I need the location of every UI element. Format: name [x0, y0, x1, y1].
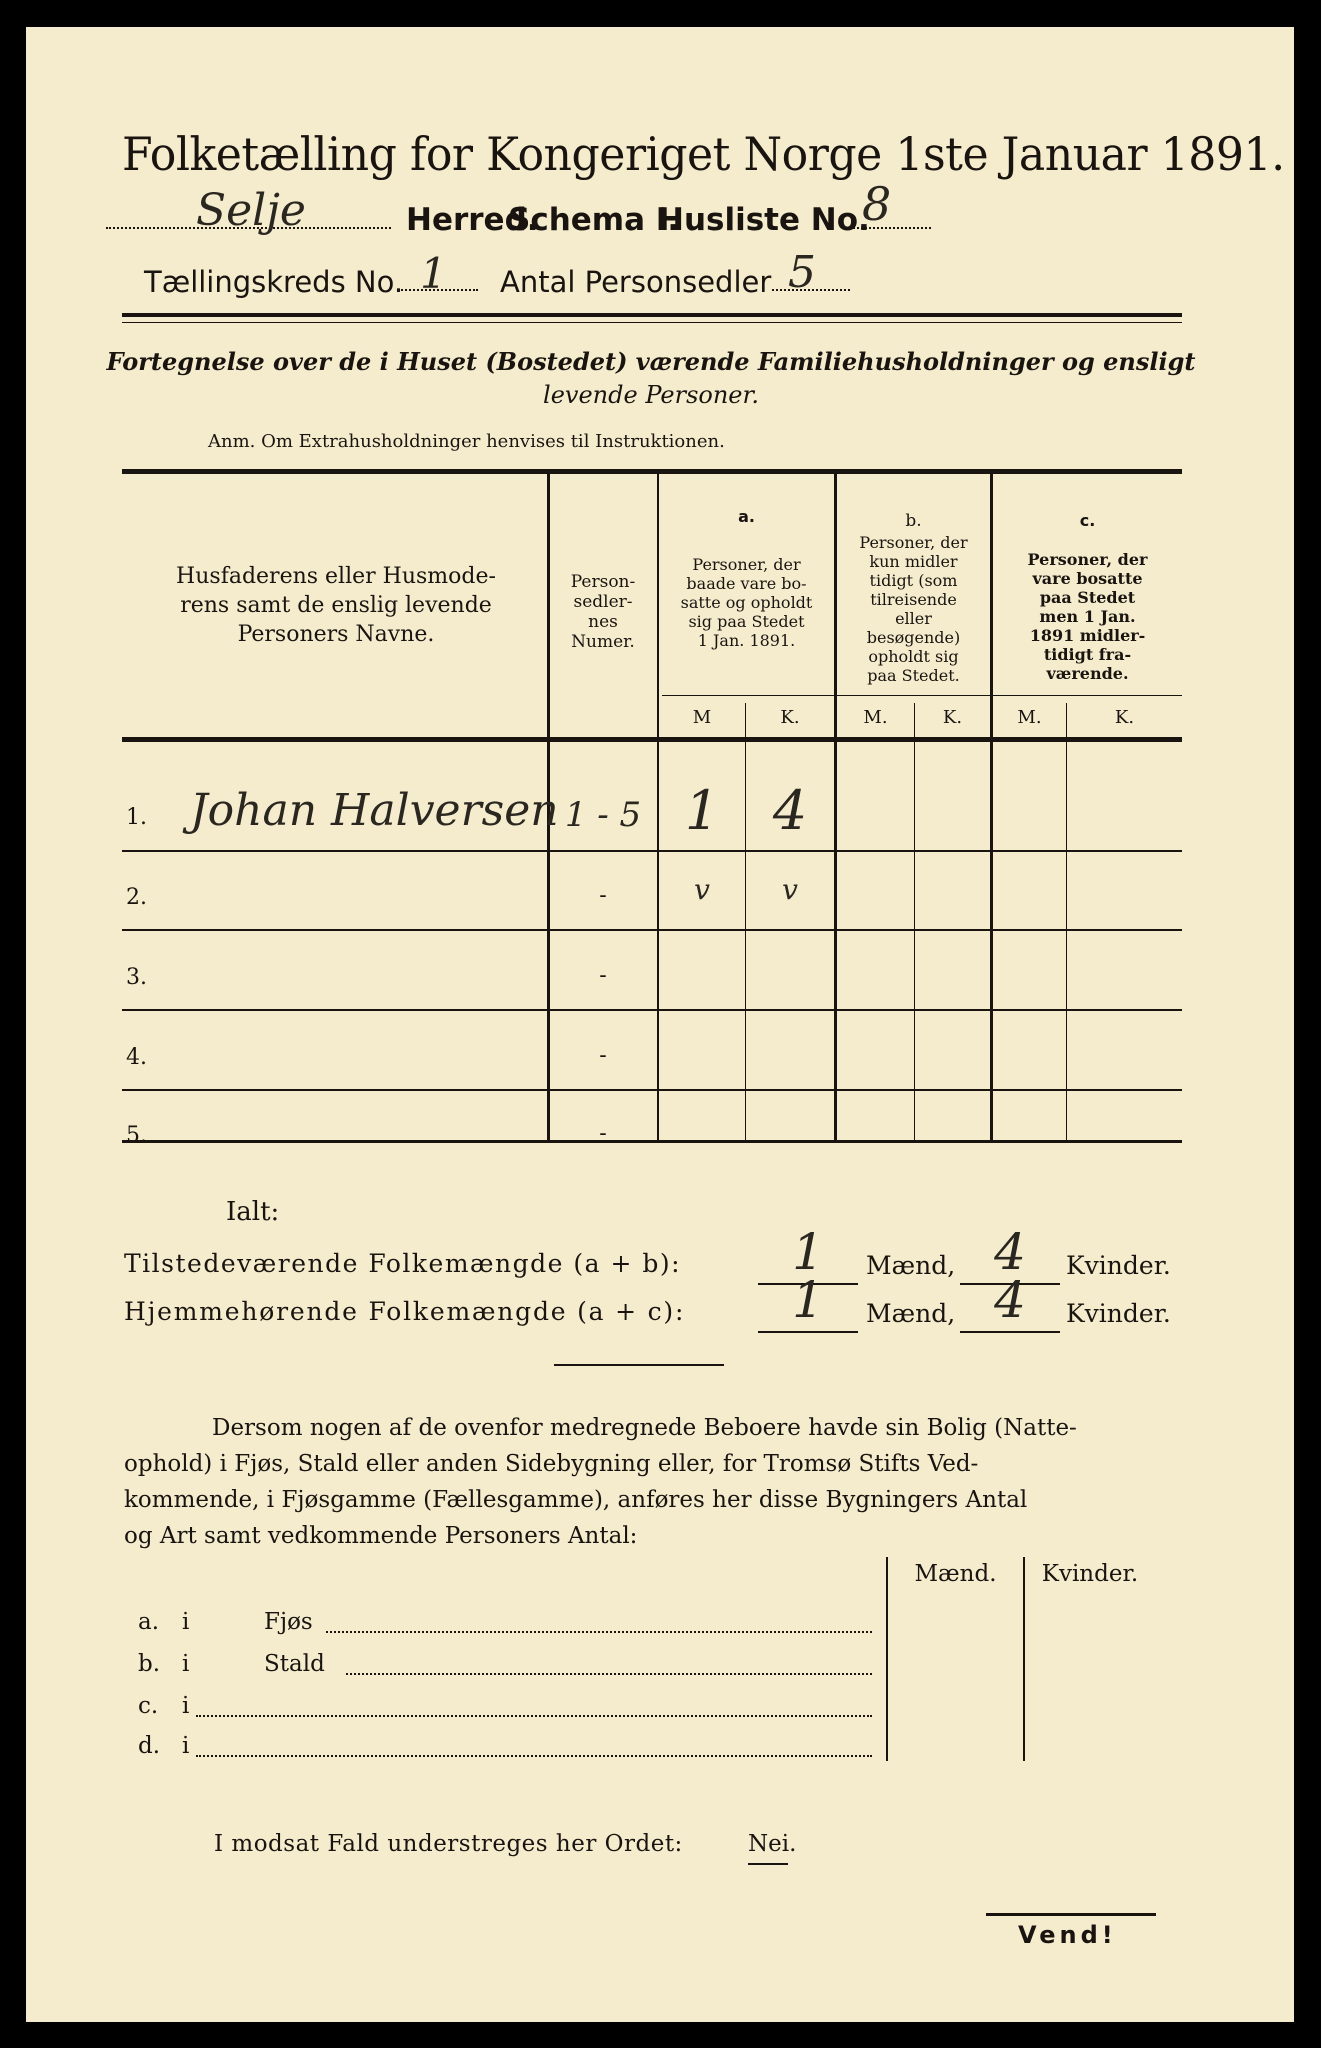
building-a-dots — [326, 1631, 872, 1633]
buildings-col-line-1 — [886, 1557, 888, 1761]
schema-label: Schema I. — [508, 202, 680, 238]
col-header-numer: Person- sedler- nes Numer. — [570, 572, 636, 652]
tilstede-maend-label: Mænd, — [866, 1251, 956, 1280]
row-5-numer: - — [599, 1121, 607, 1146]
a-m-label: M — [692, 707, 712, 728]
buildings-col-maend: Mænd. — [914, 1561, 997, 1587]
row-2-a-m: v — [694, 873, 710, 906]
herred-value: Selje — [196, 185, 306, 236]
col-header-b: Personer, der kun midler tidigt (som tilreisende eller besøgende) opholdt sig paa Stedet. — [859, 533, 968, 685]
table-header-bottom-rule — [122, 737, 1182, 742]
modsat-text: I modsat Fald understreges her Ordet: — [214, 1831, 683, 1857]
col-header-c-letter: c. — [1079, 511, 1096, 530]
row-5-number: 5. — [126, 1123, 147, 1148]
anm-note: Anm. Om Extrahusholdninger henvises til Instruktionen. — [208, 431, 725, 452]
row-1-numer: 1 - 5 — [564, 795, 642, 835]
building-d-dots — [196, 1755, 872, 1757]
row-sep-3 — [122, 1009, 1182, 1011]
building-b-label: Stald — [264, 1651, 325, 1677]
hjemme-m-value: 1 — [792, 1271, 824, 1329]
header-rule — [122, 313, 1182, 317]
row-3-numer: - — [599, 963, 607, 988]
form-title: Folketælling for Kongeriget Norge 1ste Januar 1891. — [122, 127, 1285, 181]
hjemme-kvinder-label: Kvinder. — [1066, 1299, 1171, 1328]
row-3-number: 3. — [126, 965, 147, 990]
building-d-letter: d. — [138, 1733, 161, 1759]
buildings-para-3: kommende, i Fjøsgamme (Fællesgamme), anføres her disse Bygningers Antal — [124, 1487, 1028, 1513]
building-b-dots — [346, 1673, 872, 1675]
husliste-value: 8 — [862, 177, 892, 231]
col-header-b-letter: b. — [905, 511, 922, 531]
row-2-numer: - — [599, 883, 607, 908]
ialt-label: Ialt: — [226, 1197, 280, 1227]
hjemme-maend-label: Mænd, — [866, 1299, 956, 1328]
buildings-para-4: og Art samt vedkommende Personers Antal: — [124, 1523, 638, 1549]
intro-line-2: levende Personer. — [543, 381, 759, 409]
vend-rule — [986, 1913, 1156, 1916]
row-1-number: 1. — [126, 805, 147, 830]
antal-label: Antal Personsedler — [500, 265, 772, 299]
col-header-a-letter: a. — [738, 507, 755, 526]
buildings-para-2: ophold) i Fjøs, Stald eller anden Sidebygning eller, for Tromsø Stifts Ved- — [124, 1451, 979, 1477]
kreds-value: 1 — [420, 249, 447, 298]
buildings-col-line-2 — [1023, 1557, 1025, 1761]
col-header-a: Personer, der baade vare bo- satte og opholdt sig paa Stedet 1 Jan. 1891. — [680, 555, 813, 650]
row-2-a-k: v — [782, 873, 798, 906]
mk-line-a — [745, 703, 746, 1140]
building-c-dots — [196, 1715, 872, 1717]
building-c-i: i — [182, 1693, 190, 1719]
row-1-name: Johan Halversen — [190, 785, 559, 836]
herred-label: Herred. — [406, 202, 539, 238]
buildings-col-kvinder: Kvinder. — [1041, 1561, 1139, 1587]
kreds-label: Tællingskreds No. — [144, 265, 404, 299]
row-4-numer: - — [599, 1043, 607, 1068]
mk-top-rule — [662, 695, 1182, 696]
nei-word: Nei. — [748, 1831, 797, 1857]
intro-line-1: Fortegnelse over de i Huset (Bostedet) værende Familiehusholdninger og ensligt — [106, 347, 1196, 376]
section-divider — [554, 1364, 724, 1366]
c-m-label: M. — [1017, 707, 1042, 728]
building-a-i: i — [182, 1609, 190, 1635]
nei-underline — [748, 1863, 788, 1865]
building-d-i: i — [182, 1733, 190, 1759]
row-sep-2 — [122, 929, 1182, 931]
hjemme-k-value: 4 — [994, 1271, 1026, 1329]
header-rule-thin — [122, 322, 1182, 323]
mk-line-c — [1066, 703, 1067, 1140]
buildings-para-1: Dersom nogen af de ovenfor medregnede Beboere havde sin Bolig (Natte- — [212, 1415, 1077, 1441]
tilstede-k-value: 4 — [994, 1223, 1026, 1281]
building-c-letter: c. — [138, 1693, 159, 1719]
vend-label: Vend! — [1018, 1921, 1117, 1949]
tilstede-m-value: 1 — [792, 1223, 824, 1281]
census-form-page — [26, 27, 1294, 2022]
building-a-letter: a. — [138, 1609, 160, 1635]
building-b-letter: b. — [138, 1651, 161, 1677]
row-sep-1 — [122, 850, 1182, 852]
row-4-number: 4. — [126, 1045, 147, 1070]
antal-value: 5 — [788, 247, 816, 298]
tilstede-kvinder-label: Kvinder. — [1066, 1251, 1171, 1280]
table-top-rule — [122, 469, 1182, 474]
b-m-label: M. — [863, 707, 888, 728]
hjemme-m-line — [758, 1331, 858, 1333]
col-header-c: Personer, der vare bosatte paa Stedet men 1 Jan. 1891 midler- tidigt fra- værende. — [1027, 550, 1148, 683]
row-sep-4 — [122, 1089, 1182, 1091]
tilstede-label: Tilstedeværende Folkemængde (a + b): — [124, 1249, 682, 1278]
b-k-label: K. — [942, 707, 963, 728]
a-k-label: K. — [780, 707, 800, 728]
col-header-names: Husfaderens eller Husmode- rens samt de enslig levende Personers Navne. — [176, 564, 496, 647]
c-k-label: K. — [1114, 707, 1135, 728]
hjemme-label: Hjemmehørende Folkemængde (a + c): — [124, 1297, 686, 1326]
mk-line-b — [914, 703, 915, 1140]
building-b-i: i — [182, 1651, 190, 1677]
row-1-a-k: 4 — [772, 779, 808, 842]
building-a-label: Fjøs — [264, 1609, 313, 1635]
row-2-number: 2. — [126, 885, 147, 910]
husliste-label: Husliste No. — [658, 202, 870, 238]
row-1-a-m: 1 — [684, 779, 720, 842]
hjemme-k-line — [960, 1331, 1060, 1333]
